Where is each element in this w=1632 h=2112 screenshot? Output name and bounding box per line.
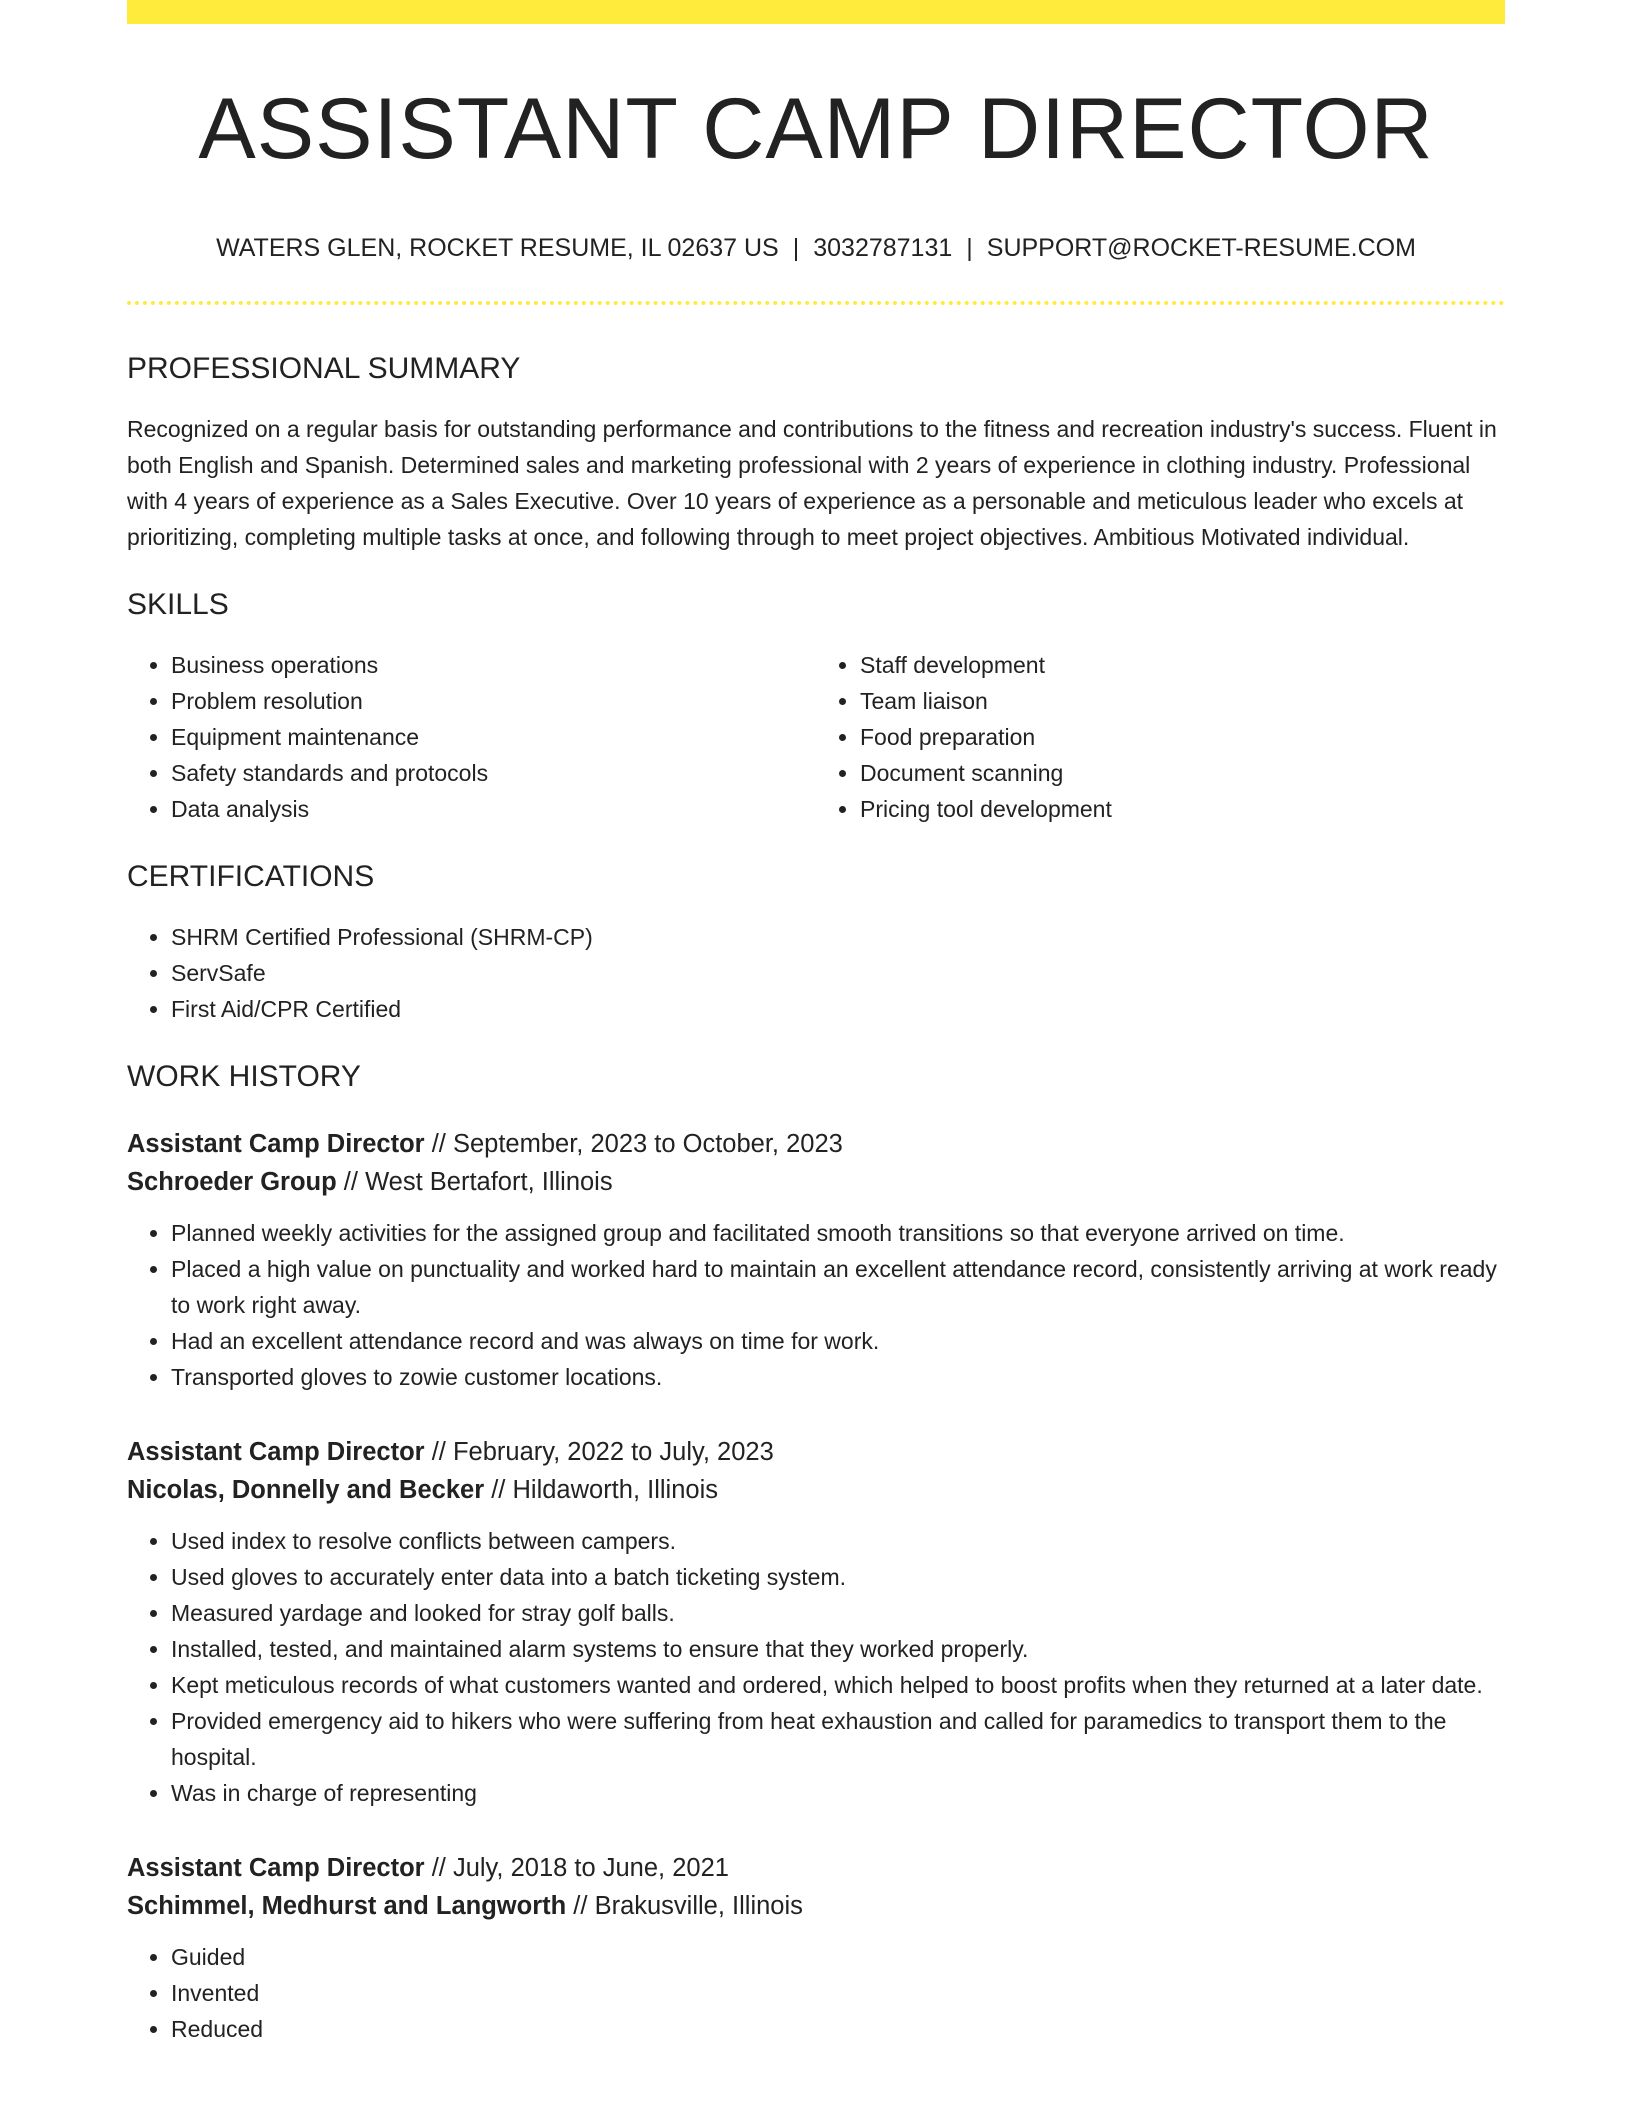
job-role: Assistant Camp Director bbox=[127, 1437, 425, 1466]
job-entry bbox=[127, 1125, 1505, 1395]
skill-item: • Team liaison bbox=[860, 683, 1505, 719]
job-role-line bbox=[127, 1849, 1505, 1887]
job-location: Hildaworth, Illinois bbox=[512, 1475, 718, 1504]
address: WATERS GLEN, ROCKET RESUME, IL 02637 US bbox=[216, 233, 779, 262]
skill-item: • Problem resolution bbox=[171, 683, 816, 719]
job-bullet: • Had an excellent attendance record and was always on time for work. bbox=[171, 1323, 1505, 1359]
job-location: Brakusville, Illinois bbox=[594, 1891, 803, 1920]
job-company-line bbox=[127, 1471, 1505, 1509]
job-role: Assistant Camp Director bbox=[127, 1853, 425, 1882]
skill-item: • Business operations bbox=[171, 647, 816, 683]
skill-item: • Safety standards and protocols bbox=[171, 755, 816, 791]
job-bullet: • Placed a high value on punctuality and worked hard to maintain an excellent attendance record, consistently arriving at work ready to work right away. bbox=[171, 1251, 1505, 1323]
job-divider: // bbox=[431, 1437, 446, 1466]
contact-separator: | bbox=[792, 233, 800, 262]
skill-item: • Equipment maintenance bbox=[171, 719, 816, 755]
job-entry bbox=[127, 1849, 1505, 2047]
job-bullet: • Measured yardage and looked for stray golf balls. bbox=[171, 1595, 1505, 1631]
job-company: Nicolas, Donnelly and Becker bbox=[127, 1475, 485, 1504]
job-divider: // bbox=[431, 1129, 446, 1158]
job-role-line bbox=[127, 1125, 1505, 1163]
dotted-divider bbox=[127, 301, 1505, 305]
job-divider: // bbox=[491, 1475, 506, 1504]
job-divider: // bbox=[431, 1853, 446, 1882]
skill-item: • Pricing tool development bbox=[860, 791, 1505, 827]
job-bullet: • Guided bbox=[171, 1939, 1505, 1975]
skill-item: • Data analysis bbox=[171, 791, 816, 827]
skills-list-left bbox=[127, 647, 816, 827]
job-bullets bbox=[127, 1215, 1505, 1395]
skills-columns bbox=[127, 647, 1505, 827]
job-company: Schroeder Group bbox=[127, 1167, 337, 1196]
job-bullet: • Installed, tested, and maintained alarm systems to ensure that they worked properly. bbox=[171, 1631, 1505, 1667]
job-role: Assistant Camp Director bbox=[127, 1129, 425, 1158]
job-company: Schimmel, Medhurst and Langworth bbox=[127, 1891, 567, 1920]
job-dates: September, 2023 to October, 2023 bbox=[452, 1129, 843, 1158]
skills-list-right bbox=[816, 647, 1505, 827]
job-bullet: • Used index to resolve conflicts between campers. bbox=[171, 1523, 1505, 1559]
job-bullet: • Used gloves to accurately enter data into a batch ticketing system. bbox=[171, 1559, 1505, 1595]
work-history-heading: WORK HISTORY bbox=[127, 1059, 361, 1093]
job-divider: // bbox=[573, 1891, 588, 1920]
job-role-line bbox=[127, 1433, 1505, 1471]
email: SUPPORT@ROCKET-RESUME.COM bbox=[986, 233, 1416, 262]
job-divider: // bbox=[343, 1167, 358, 1196]
summary-heading: PROFESSIONAL SUMMARY bbox=[127, 351, 521, 385]
certifications-heading: CERTIFICATIONS bbox=[127, 859, 375, 893]
certifications-list bbox=[127, 919, 1505, 1027]
job-company-line bbox=[127, 1887, 1505, 1925]
job-bullet: • Transported gloves to zowie customer locations. bbox=[171, 1359, 1505, 1395]
job-location: West Bertafort, Illinois bbox=[365, 1167, 613, 1196]
job-bullet: • Planned weekly activities for the assigned group and facilitated smooth transitions so that everyone arrived on time. bbox=[171, 1215, 1505, 1251]
job-dates: February, 2022 to July, 2023 bbox=[452, 1437, 774, 1466]
job-bullet: • Invented bbox=[171, 1975, 1505, 2011]
certification-item: • ServSafe bbox=[171, 955, 1505, 991]
job-entry bbox=[127, 1433, 1505, 1811]
resume-page bbox=[127, 0, 1505, 2047]
phone: 3032787131 bbox=[813, 233, 953, 262]
skill-item: • Document scanning bbox=[860, 755, 1505, 791]
job-bullet: • Provided emergency aid to hikers who were suffering from heat exhaustion and called for paramedics to transport them to the hospital. bbox=[171, 1703, 1505, 1775]
resume-name: ASSISTANT CAMP DIRECTOR bbox=[198, 81, 1434, 177]
job-bullet: • Kept meticulous records of what customers wanted and ordered, which helped to boost profits when they returned at a later date. bbox=[171, 1667, 1505, 1703]
skills-heading: SKILLS bbox=[127, 587, 229, 621]
summary-text: Recognized on a regular basis for outstanding performance and contributions to the fitness and recreation industry's success. Fluent in both English and Spanish. Determined sales and marketing professional with 2 years of experience in clothing industry. Professional with 4 years of experience as a Sales Executive. Over 10 years of experience as a personable and meticulous leader who excels at prioritizing, completing multiple tasks at once, and following through to meet project objectives. Ambitious Motivated individual. bbox=[127, 415, 1497, 550]
skill-item: • Food preparation bbox=[860, 719, 1505, 755]
job-dates: July, 2018 to June, 2021 bbox=[452, 1853, 729, 1882]
accent-bar bbox=[127, 0, 1505, 24]
certification-item: • SHRM Certified Professional (SHRM-CP) bbox=[171, 919, 1505, 955]
job-bullets bbox=[127, 1523, 1505, 1811]
skill-item: • Staff development bbox=[860, 647, 1505, 683]
contact-separator: | bbox=[966, 233, 973, 262]
job-bullet: • Reduced bbox=[171, 2011, 1505, 2047]
job-bullet: • Was in charge of representing bbox=[171, 1775, 1505, 1811]
job-company-line bbox=[127, 1163, 1505, 1201]
contact-line bbox=[127, 233, 1505, 263]
job-bullets bbox=[127, 1939, 1505, 2047]
certification-item: • First Aid/CPR Certified bbox=[171, 991, 1505, 1027]
